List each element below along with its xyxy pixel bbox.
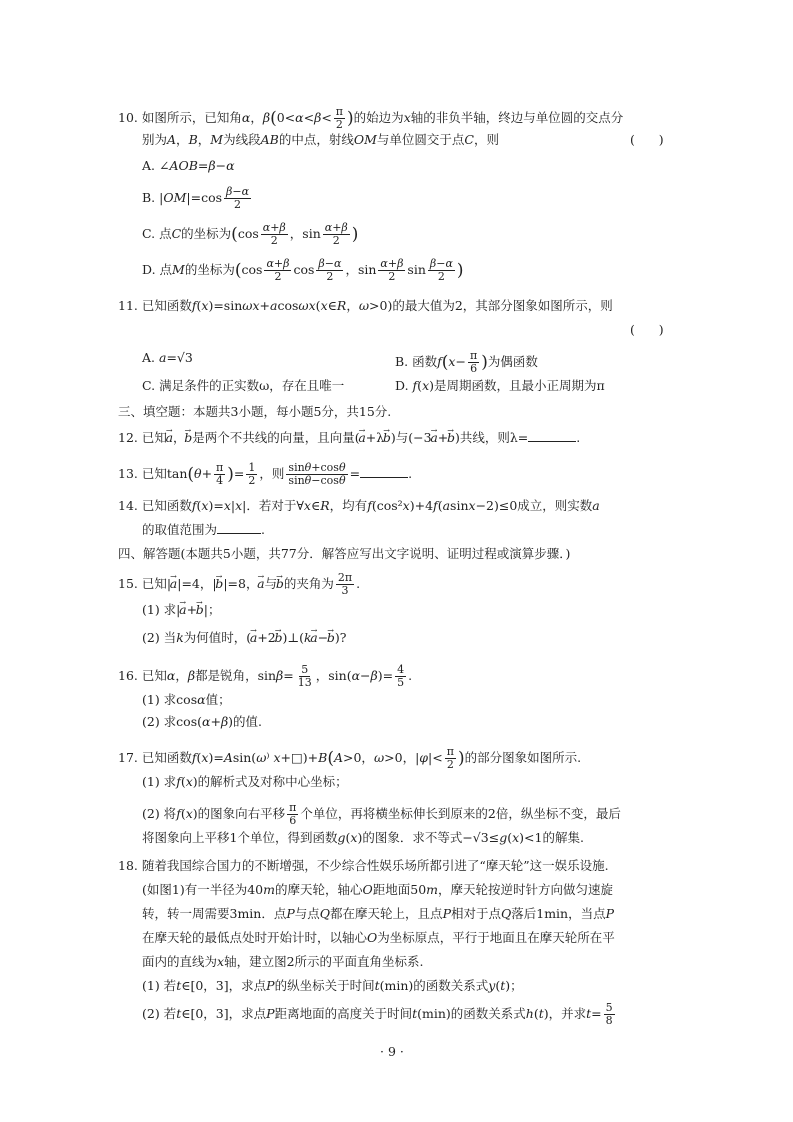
q11-option-d: D. f(x)是周期函数，且最小正周期为π	[395, 378, 605, 393]
section3-title: 三、填空题：本题共3小题，每小题5分，共15分.	[118, 404, 392, 419]
q11-option-c: C. 满足条件的正实数ω，存在且唯一	[142, 378, 345, 393]
q16-part1: (1) 求cosα值；	[142, 692, 231, 707]
q18-part1: (1) 若t∈[0，3]，求点P的纵坐标关于时间t(min)的函数关系式y(t)；	[142, 978, 523, 993]
q17-part1: (1) 求f(x)的解析式及对称中心坐标；	[142, 774, 348, 789]
q10-option-b: B. |OM|=cos $\frac{\beta-\alpha}{2}$	[142, 185, 250, 211]
q18-line5: 面内的直线为x轴，建立图2所示的平面直角坐标系.	[142, 954, 424, 969]
q18-line4: 在摩天轮的最低点处时开始计时，以轴心O为坐标原点，平行于地面且在摩天轮所在平	[142, 930, 615, 945]
q14-line1: 14. 已知函数f(x)=x|x|．若对于∀x∈R，均有f(cos²x)+4f(asinx−2)≤0成立，则实数a	[118, 498, 600, 513]
q16-line1: 16. 已知α，β都是锐角，sinβ= $\frac{5}{13}$ ，sin(α−β)= $\frac{4}{5}$ .	[118, 663, 413, 689]
q10-answer-paren: ( )	[630, 132, 664, 147]
q11-answer-paren: ( )	[630, 322, 664, 337]
q11-line1: 11. 已知函数f(x)=sinωx+acosωx(x∈R，ω>0)的最大值为2，其部分图象如图所示，则	[118, 298, 613, 313]
q18-line1: 18. 随着我国综合国力的不断增强，不少综合性娱乐场所都引进了“摩天轮”这一娱乐设施.	[118, 858, 609, 873]
q11-option-a: A. a=√3	[142, 350, 193, 365]
q15-part2: (2) 当k为何值时，(→ a+2→ b)⊥(k→ a−→ b)?	[142, 630, 347, 648]
page-number: · 9 ·	[380, 1044, 404, 1059]
q13-text: 13. 已知tan(θ+ $\frac{\pi}{4}$ )= $\frac{1}{2}$ ，则 $\frac{\sin\theta+\cos\theta}{\sin\theta-\cos\theta}$ = .	[118, 461, 413, 487]
section4-title: 四、解答题(本题共5小题，共77分．解答应写出文字说明、证明过程或演算步骤．)	[118, 546, 571, 561]
q14-line2: 的取值范围为 .	[142, 522, 265, 537]
q15-part1: (1) 求|→ a+→ b|；	[142, 602, 220, 620]
q11-option-b: B. 函数f(x− $\frac{\pi}{6}$ )为偶函数	[395, 349, 538, 375]
q17-part2-line2: 将图象向上平移1个单位，得到函数g(x)的图象．求不等式−√3≤g(x)<1的解集.	[142, 830, 584, 845]
q18-part2: (2) 若t∈[0，3]，求点P距离地面的高度关于时间t(min)的函数关系式h(t)，并求t= $\frac{5}{8}$	[142, 1001, 613, 1027]
q10-line1: 10. 如图所示，已知角α，β(0<α<β< $\frac{\pi}{2}$ )的始边为x轴的非负半轴，终边与单位圆的交点分	[118, 105, 624, 131]
q17-line1: 17. 已知函数f(x)=Asin(ω⁾ x+□)+B(A>0，ω>0，|φ|< $\frac{\pi}{2}$ )的部分图象如图所示.	[118, 745, 582, 771]
q16-part2: (2) 求cos(α+β)的值.	[142, 714, 263, 729]
q18-line3: 转，转一周需要3min．点P与点Q都在摩天轮上，且点P相对于点Q落后1min，当点P	[142, 906, 615, 921]
q15-line1: 15. 已知|→ a|=4，|→ b|=8，→ a与→ b的夹角为 $\frac{2\pi}{3}$ .	[118, 572, 360, 597]
q10-line2: 别为A，B，M为线段AB的中点，射线OM与单位圆交于点C，则	[142, 132, 499, 147]
q10-option-a: A. ∠AOB=β−α	[142, 158, 235, 173]
q10-option-d: D. 点M的坐标为(cos $\frac{\alpha+\beta}{2}$ cos $\frac{\beta-\alpha}{2}$ ，sin $\frac{\alpha+\beta}{2}$ sin $\frac{\beta-\alpha}{2}$ )	[142, 257, 464, 283]
q10-option-c: C. 点C的坐标为(cos $\frac{\alpha+\beta}{2}$ ，sin $\frac{\alpha+\beta}{2}$ )	[142, 221, 359, 247]
q17-part2-line1: (2) 将f(x)的图象向右平移 $\frac{\pi}{6}$ 个单位，再将横坐标伸长到原来的2倍，纵坐标不变，最后	[142, 801, 621, 827]
q18-line2: (如图1)有一半径为40m的摩天轮，轴心O距地面50m，摩天轮按逆时针方向做匀速旋	[142, 882, 614, 897]
q12-text: 12. 已知→ a，→ b是两个不共线的向量，且向量(→ a+λ→ b)与(−3→ a+→ b)共线，则λ= .	[118, 430, 580, 448]
